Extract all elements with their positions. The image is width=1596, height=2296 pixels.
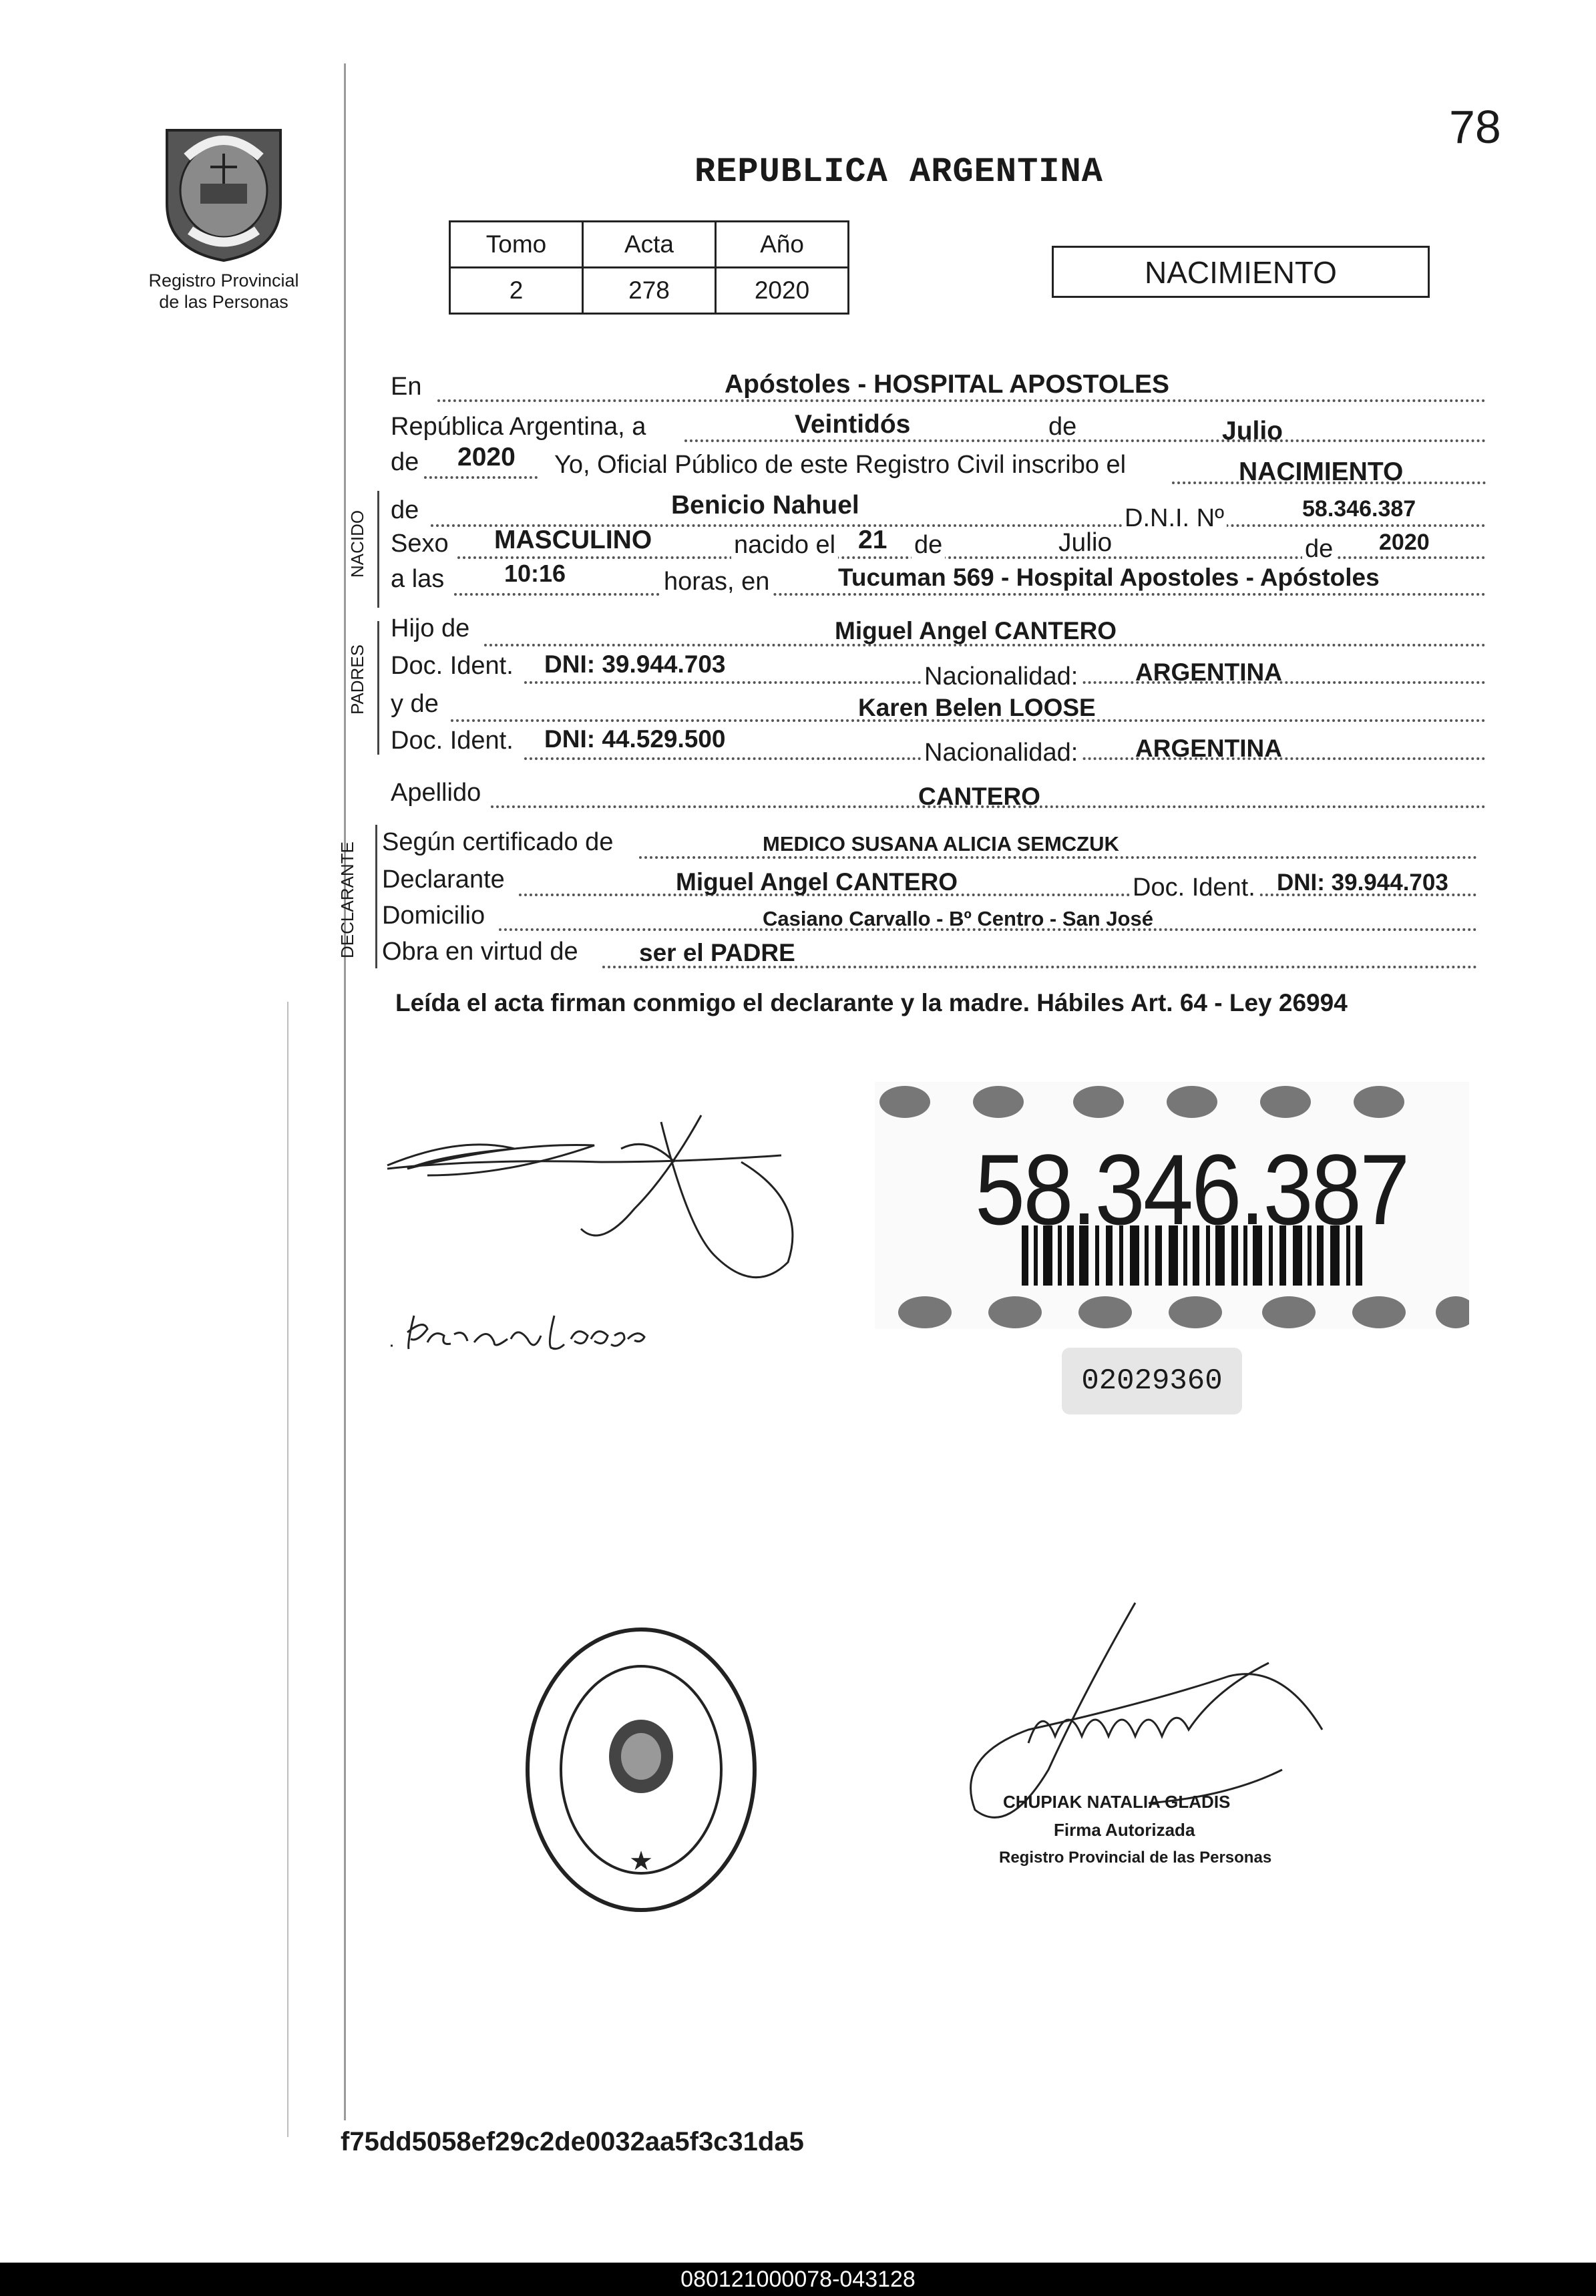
- value-lugar: Apóstoles - HOSPITAL APOSTOLES: [725, 370, 1169, 399]
- dotted-line: [454, 593, 1486, 596]
- value-padre-nac: ARGENTINA: [1135, 658, 1282, 686]
- row-padre-doc: [391, 646, 1486, 691]
- tomo-header: Tomo: [450, 222, 583, 268]
- declarant-signature: [381, 1095, 861, 1322]
- label-de-mes2: de: [912, 531, 945, 560]
- label-y-de: y de: [391, 690, 439, 718]
- value-domicilio: Casiano Carvallo - Bº Centro - San José: [763, 907, 1153, 930]
- value-dia-letras: Veintidós: [795, 410, 911, 439]
- dotted-line: [684, 439, 1486, 442]
- dotted-line: [639, 856, 1477, 859]
- label-apellido: Apellido: [391, 779, 481, 807]
- org-line2: de las Personas: [159, 292, 288, 312]
- dotted-line: [424, 476, 538, 479]
- mother-signature: [387, 1302, 681, 1362]
- closing-note: Leída el acta firman conmigo el declarante y la madre. Hábiles Art. 64 - Ley 26994: [395, 989, 1348, 1016]
- side-label-nacido: NACIDO: [347, 510, 367, 578]
- acta-value: 278: [583, 268, 716, 314]
- label-de-mes: de: [1048, 413, 1077, 441]
- dotted-line: [437, 399, 1486, 402]
- serial-number: 02029360: [1062, 1348, 1242, 1414]
- official-title: Firma Autorizada: [1054, 1820, 1195, 1840]
- label-horas-en: horas, en: [661, 568, 772, 596]
- label-doc-ident-decl: Doc. Ident.: [1130, 874, 1258, 902]
- label-en: En: [391, 373, 422, 401]
- footer-code: 080121000078-043128: [0, 2263, 1596, 2296]
- label-de-anio2: de: [1302, 535, 1336, 564]
- value-madre-doc: DNI: 44.529.500: [544, 725, 726, 753]
- value-certificado: MEDICO SUSANA ALICIA SEMCZUK: [763, 832, 1119, 855]
- nacido-bracket: [377, 491, 379, 608]
- label-hijo-de: Hijo de: [391, 614, 470, 642]
- label-nacionalidad: Nacionalidad:: [922, 662, 1080, 691]
- label-segun: Según certificado de: [382, 828, 614, 856]
- registry-table: [449, 220, 849, 315]
- label-dni: D.N.I. Nº: [1122, 504, 1227, 533]
- value-padre: Miguel Angel CANTERO: [835, 617, 1117, 644]
- row-lugar: [391, 367, 1486, 407]
- row-madre-doc: [391, 721, 1486, 767]
- official-stamp: [514, 1616, 768, 1923]
- row-apellido: [391, 773, 1486, 813]
- side-label-declarante: DECLARANTE: [337, 841, 357, 958]
- value-anio: 2020: [457, 443, 516, 471]
- label-declarante: Declarante: [382, 866, 505, 894]
- row-declarante: [382, 860, 1477, 900]
- side-label-padres: PADRES: [347, 644, 367, 715]
- svg-text:★: ★: [629, 1847, 653, 1876]
- label-obra: Obra en virtud de: [382, 938, 578, 966]
- label-doc-ident-madre: Doc. Ident.: [391, 727, 514, 755]
- row-obra: [382, 932, 1477, 972]
- row-madre: [391, 685, 1486, 725]
- label-republica: República Argentina, a: [391, 413, 646, 441]
- row-domicilio: [382, 896, 1477, 936]
- row-inscripcion: [391, 443, 1486, 486]
- padres-bracket: [377, 621, 379, 755]
- label-nacido-el: nacido el: [731, 531, 838, 560]
- row-padre: [391, 609, 1486, 649]
- label-de-nombre: de: [391, 496, 419, 524]
- label-yo: Yo, Oficial Público de este Registro Civil inscribo el: [554, 451, 1127, 479]
- label-nacionalidad-madre: Nacionalidad:: [922, 739, 1080, 767]
- value-mes: Julio: [1222, 417, 1283, 445]
- value-dni: 58.346.387: [1302, 496, 1416, 522]
- value-anio-nac: 2020: [1379, 530, 1430, 555]
- value-sexo: MASCULINO: [494, 526, 652, 554]
- row-certificado: [382, 823, 1477, 863]
- anio-value: 2020: [716, 268, 849, 314]
- declarante-bracket: [375, 825, 377, 968]
- value-padre-doc: DNI: 39.944.703: [544, 650, 726, 678]
- province-seal-logo: [154, 117, 294, 264]
- value-hora: 10:16: [504, 560, 566, 587]
- record-type-box: NACIMIENTO: [1052, 246, 1430, 298]
- tomo-value: 2: [450, 268, 583, 314]
- row-sexo: [391, 524, 1486, 564]
- value-mes-nac: Julio: [1058, 528, 1113, 557]
- label-domicilio: Domicilio: [382, 902, 485, 930]
- label-a-las: a las: [391, 565, 445, 593]
- margin-line: [344, 63, 346, 2120]
- document-title: REPUBLICA ARGENTINA: [694, 152, 1103, 192]
- page-number: 78: [1449, 101, 1501, 153]
- row-fecha: [391, 407, 1486, 447]
- sticker-dni-number: 58.346.387: [975, 1133, 1408, 1246]
- label-de: de: [391, 448, 419, 476]
- value-dia-nac: 21: [858, 526, 887, 554]
- value-madre-nac: ARGENTINA: [1135, 735, 1282, 762]
- value-lugar-nac: Tucuman 569 - Hospital Apostoles - Apóstoles: [838, 564, 1380, 591]
- value-madre: Karen Belen LOOSE: [858, 694, 1096, 721]
- anio-header: Año: [716, 222, 849, 268]
- value-declarante: Miguel Angel CANTERO: [676, 868, 958, 896]
- value-acto: NACIMIENTO: [1239, 457, 1404, 486]
- value-apellido: CANTERO: [918, 783, 1040, 810]
- official-name: CHUPIAK NATALIA GLADIS: [1003, 1792, 1231, 1812]
- acta-header: Acta: [583, 222, 716, 268]
- value-obra: ser el PADRE: [639, 939, 795, 966]
- margin-line-secondary: [287, 1002, 288, 2137]
- label-sexo: Sexo: [391, 530, 449, 558]
- label-doc-ident: Doc. Ident.: [391, 652, 514, 680]
- value-nombre: Benicio Nahuel: [671, 491, 859, 520]
- official-org: Registro Provincial de las Personas: [999, 1849, 1272, 1867]
- org-line1: Registro Provincial: [148, 270, 299, 291]
- value-declarante-doc: DNI: 39.944.703: [1277, 870, 1448, 896]
- document-hash: f75dd5058ef29c2de0032aa5f3c31da5: [341, 2127, 804, 2156]
- org-name: [127, 270, 321, 313]
- row-hora: [391, 560, 1486, 600]
